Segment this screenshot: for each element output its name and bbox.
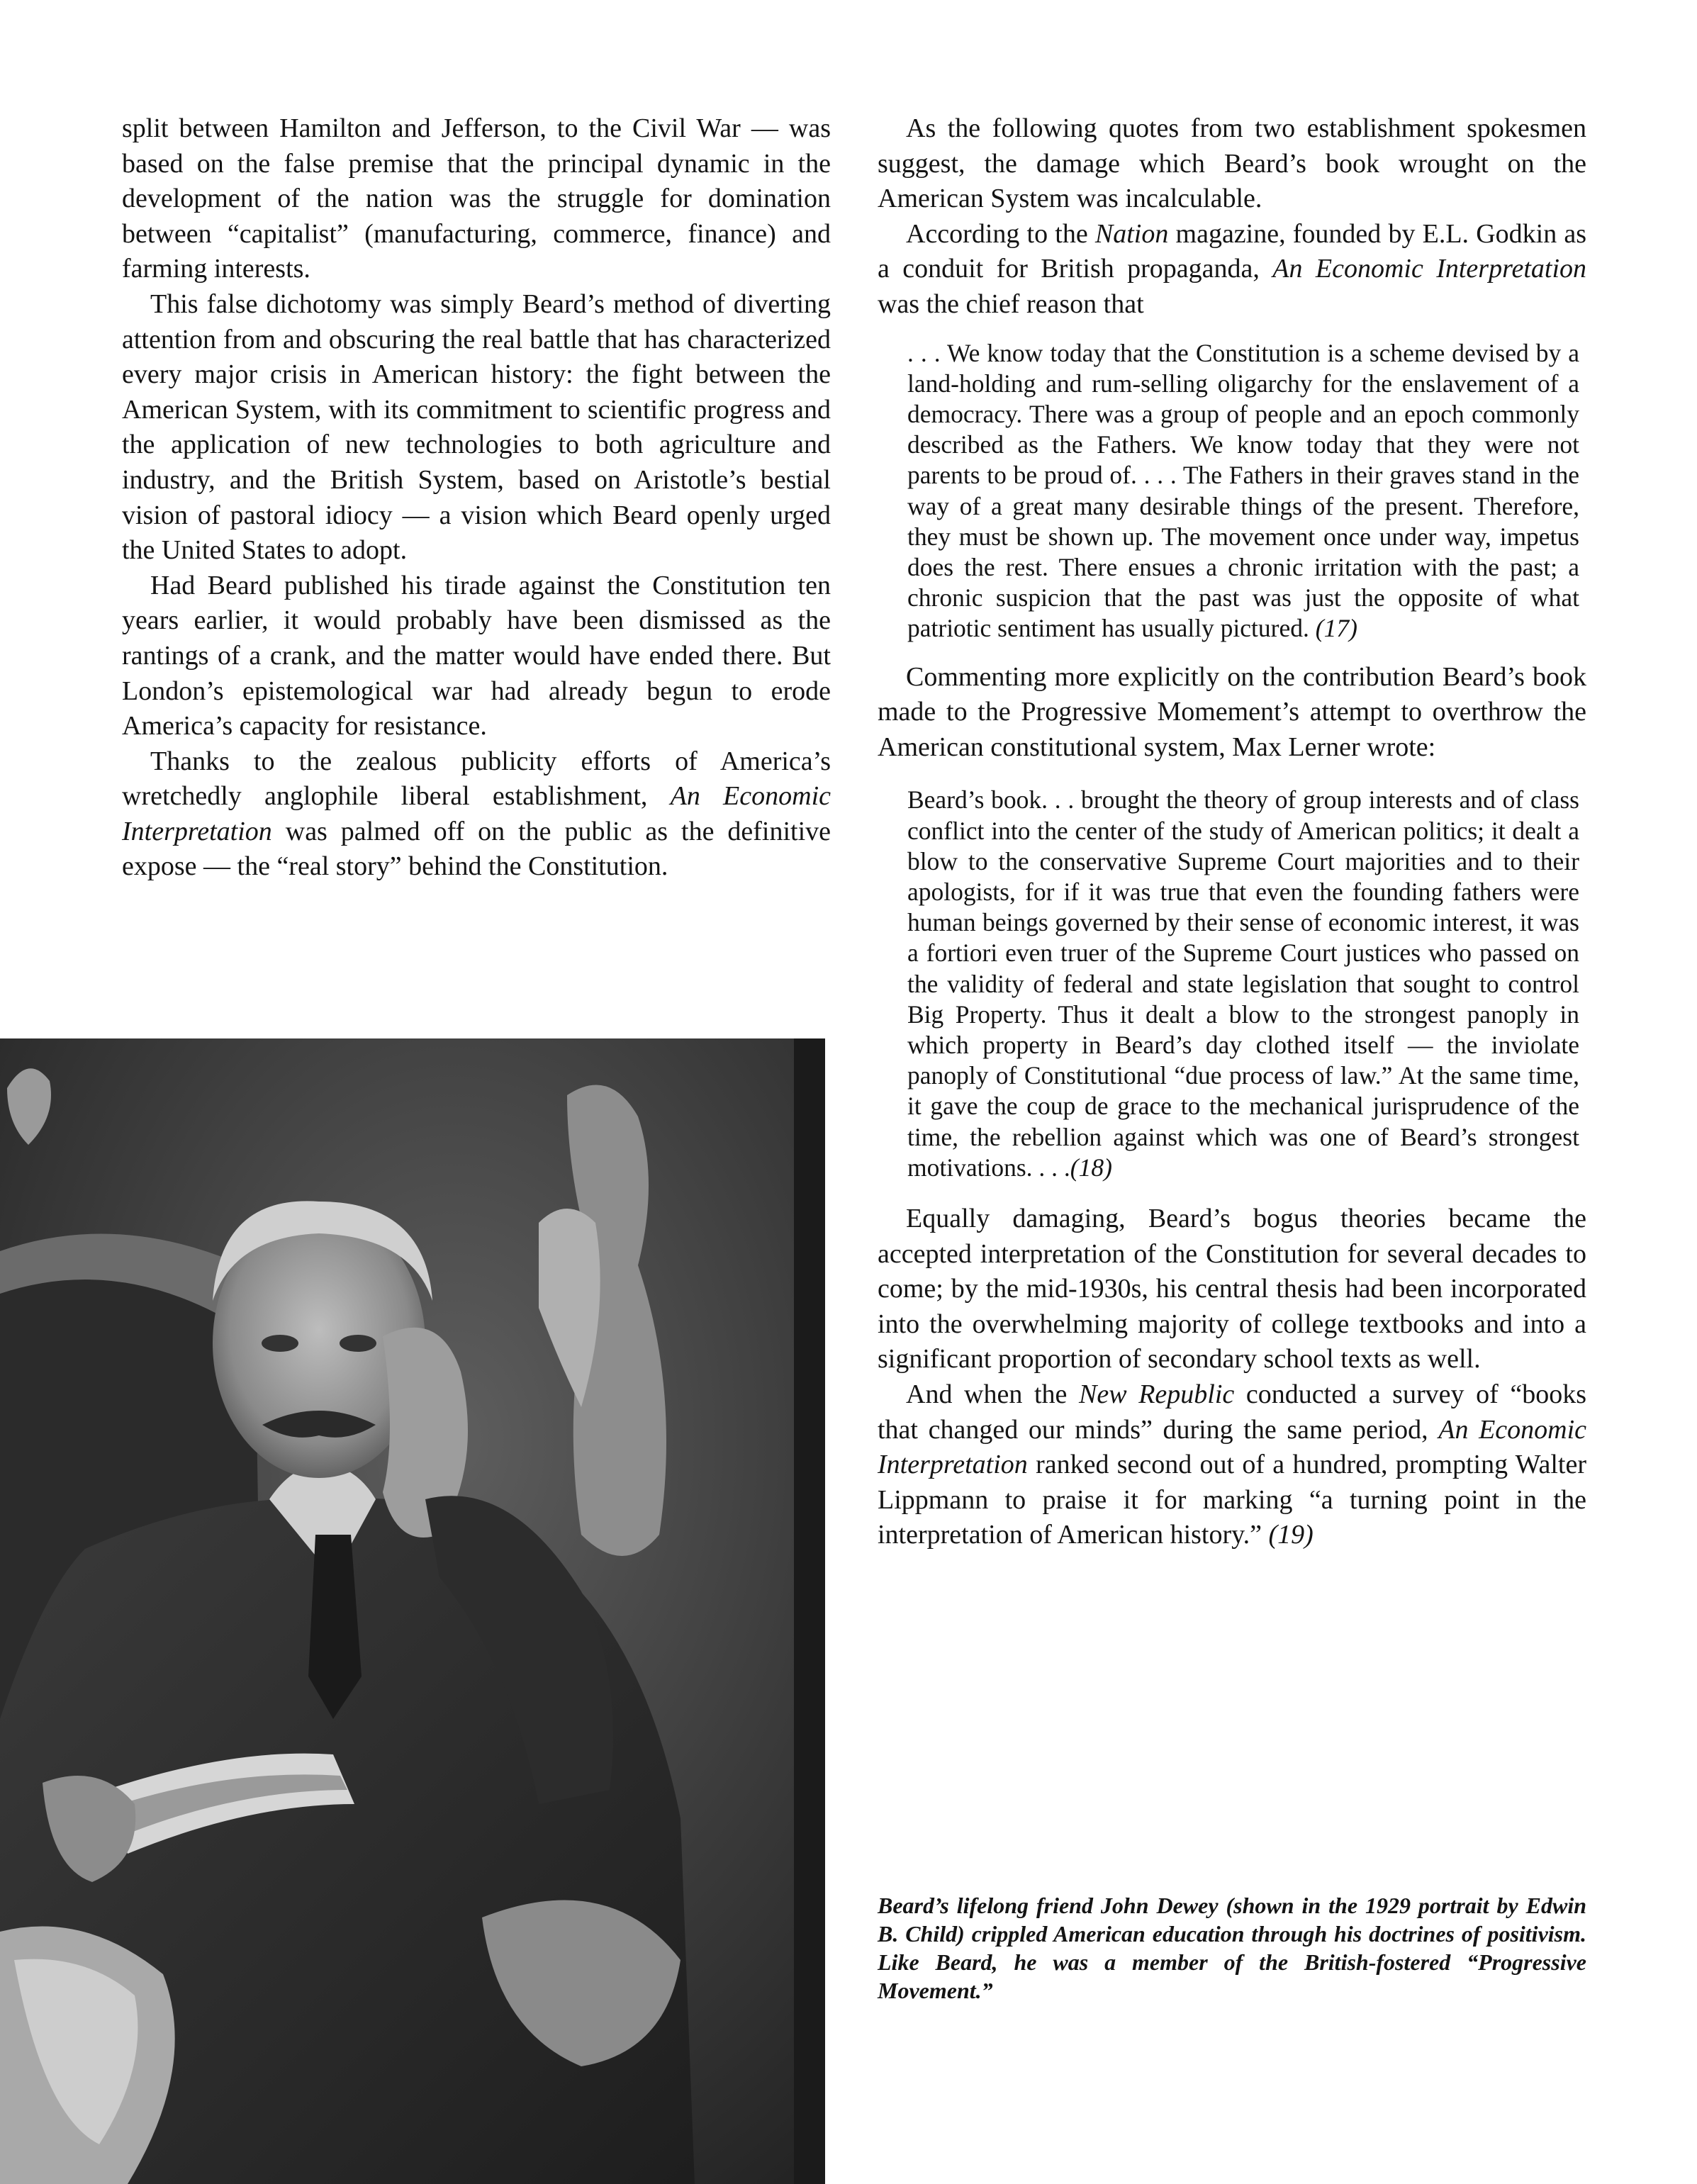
- paragraph: This false dichotomy was simply Beard’s method of diverting attention from and obscuring the real battle that has characterized every major crisis in American history: the fight between the American System, with its commitment to scientific progress and the application of new technologies to both agriculture and industry, and the British System, based on Aristotle’s bestial vision of pastoral idiocy — a vision which Beard openly urged the United States to adopt.: [122, 289, 831, 566]
- text-run: conducted a survey of “books that changed our minds” during the same period,: [878, 1379, 1587, 1445]
- paragraph: Had Beard published his tirade against the Constitution ten years earlier, it would probably have been dismissed as the rantings of a crank, and the matter would have ended there. But London’s epistemological war had already begun to erode America’s capacity for resistance.: [122, 570, 831, 741]
- quote-text: Beard’s book. . . brought the theory of group interests and of class conflict into the center of the study of American politics; it dealt a blow to the conservative Supreme Court majorities and to their apologists, for if it was true that even the founding fathers were human beings governed by their sense of economic interest, it was a fortiori even truer of the Supreme Court justices who passed on the validity of federal and state legislation that sought to control Big Property. Thus it dealt a blow to the strongest panoply in which property in Beard’s day clothed itself — the inviolate panoply of Constitutional “due process of law.” At the same time, it gave the coup de grace to the mechanical jurisprudence of the time, the rebellion against which was one of Beard’s strongest motivations. . . .: [907, 785, 1579, 1182]
- photo-caption: Beard’s lifelong friend John Dewey (shown in the 1929 portrait by Edwin B. Child) crippled American education through his doctrines of positivism. Like Beard, he was a member of the British-fostered “Progressive Movement.”: [878, 1893, 1586, 2003]
- footnote-ref: (19): [1268, 1520, 1314, 1550]
- right-column: [878, 111, 1586, 1553]
- paragraph: [122, 744, 831, 885]
- left-column: [122, 111, 831, 885]
- quote-text: . . . We know today that the Constitution is a scheme devised by a land-holding and rum-selling oligarchy for the enslavement of a democracy. There was a group of people and an epoch commonly described as the Fathers. We know today that they were not parents to be proud of. . . . The Fathers in their graves stand in the way of a great many desirable things of the present. Therefore, they must be shown up. The movement once under way, impetus does the rest. There ensues a chronic irritation with the past; a chronic suspicion that the past was just the opposite of what patriotic sentiment has usually pictured.: [907, 338, 1579, 643]
- footnote-ref: (17): [1315, 614, 1357, 643]
- text-run: And when the: [906, 1379, 1068, 1409]
- paragraph: [878, 1377, 1586, 1553]
- magazine-title: New Republic: [1079, 1379, 1235, 1409]
- paragraph: [878, 217, 1586, 323]
- block-quote: [907, 338, 1579, 644]
- text-run: magazine, founded by E.L. Godkin as a conduit for British propaganda,: [878, 218, 1587, 284]
- magazine-title: Nation: [1094, 218, 1169, 249]
- text-run: was palmed off on the public as the definitive expose — the “real story” behind the Constitution.: [122, 816, 831, 882]
- paragraph: Commenting more explicitly on the contribution Beard’s book made to the Progressive Momement’s attempt to overthrow the American constitutional system, Max Lerner wrote:: [878, 661, 1586, 762]
- text-run: Thanks to the zealous publicity efforts of America’s wretchedly anglophile liberal establishment,: [122, 746, 831, 812]
- block-quote: [907, 785, 1579, 1183]
- portrait-photo: [0, 1038, 825, 2184]
- footnote-ref: (18): [1070, 1153, 1112, 1182]
- book-title: An Economic Interpretation: [1272, 254, 1586, 284]
- text-run: According to the: [906, 218, 1088, 249]
- paragraph: split between Hamilton and Jefferson, to the Civil War — was based on the false premise that the principal dynamic in the development of the nation was the struggle for domination between “capitalist” (manufacturing, commerce, finance) and farming interests.: [122, 113, 831, 284]
- text-run: ranked second out of a hundred, prompting Walter Lippmann to praise it for marking “a turning point in the interpretation of American history.”: [878, 1450, 1586, 1550]
- paragraph: Equally damaging, Beard’s bogus theories became the accepted interpretation of the Constitution for several decades to come; by the mid-1930s, his central thesis had been incorporated into the overwhelming majority of college textbooks and into a significant proportion of secondary school texts as well.: [878, 1204, 1586, 1374]
- text-run: was the chief reason that: [878, 289, 1144, 319]
- paragraph: As the following quotes from two establishment spokesmen suggest, the damage which Beard’s book wrought on the American System was incalculable.: [878, 113, 1586, 214]
- book-title: An Economic Interpretation: [122, 781, 831, 846]
- book-title: An Economic Interpretation: [878, 1414, 1587, 1480]
- portrait-image: [0, 1038, 825, 2184]
